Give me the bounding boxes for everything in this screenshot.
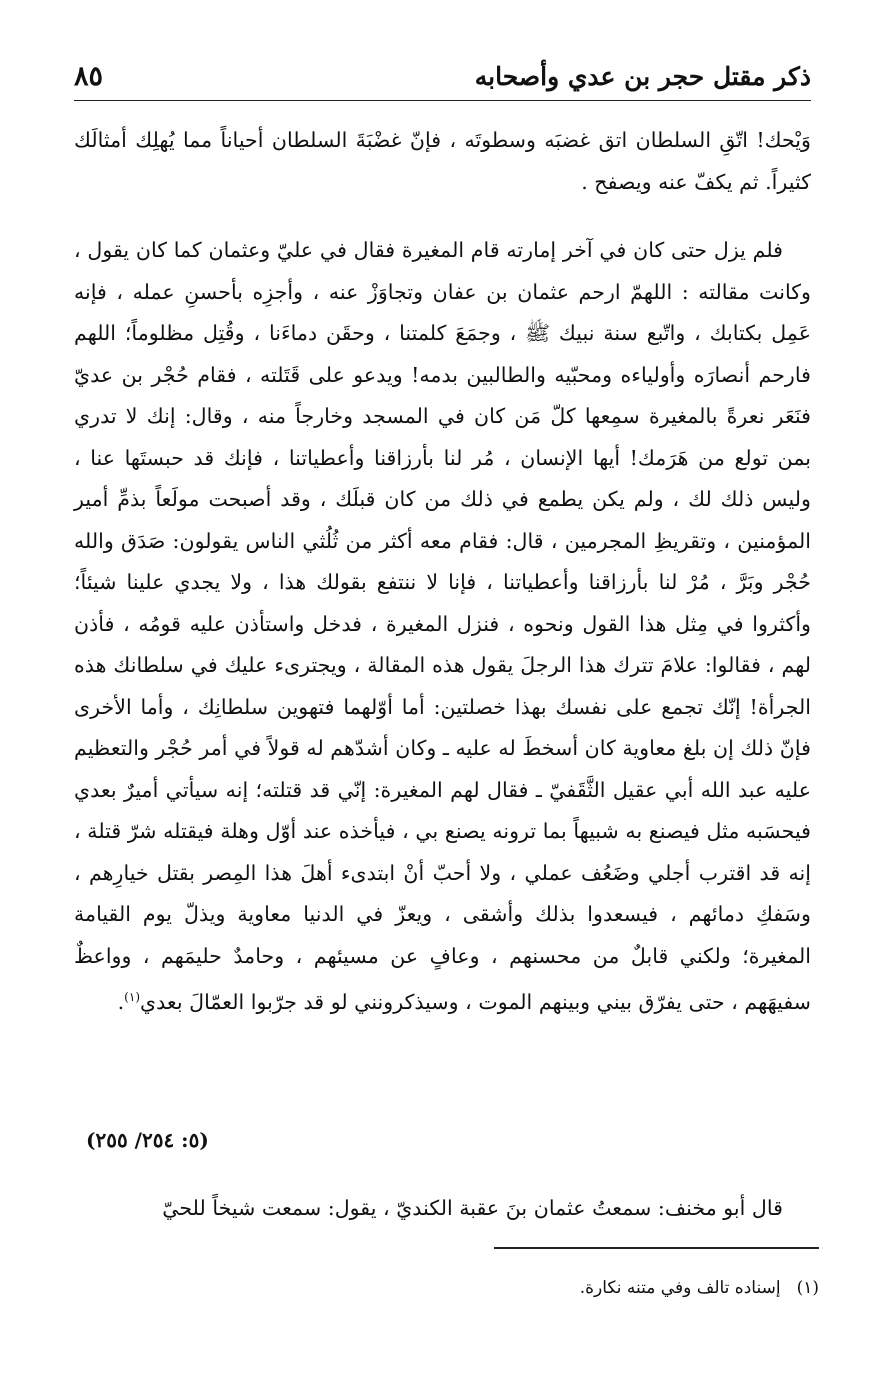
running-header bbox=[74, 52, 811, 101]
paragraph-1: وَيْحك! اتّقِ السلطان اتق غضبَه وسطوتَه ، فإنّ غضْبَةَ السلطان أحياناً مما يُهلِك أمثالَك كثيراً. ثم يكفّ عنه ويصفح . bbox=[74, 128, 811, 194]
paragraph-2-end: . bbox=[117, 989, 125, 1014]
footnote bbox=[99, 1278, 819, 1298]
footnote-marker: (١) bbox=[124, 990, 140, 1004]
footnote-number: (١) bbox=[796, 1278, 819, 1298]
paragraph-2-text: فلم يزل حتى كان في آخر إمارته قام المغيرة فقال في عليّ وعثمان كما كان يقول ، وكانت مقالته : اللهمّ ارحم عثمان بن عفان وتجاوَزْ عنه ، وأجزِه بأحسنِ عمله ، فإنه عَمِل بكتابك ، واتّبع سنة نبيك ﷺ ، وجمَعَ كلمتنا ، وحقَن دماءَنا ، وقُتِل مظلوماً؛ اللهم فارحم أنصارَه وأولياءه ومحبّيه والطالبين بدمه! ويدعو على قَتَلته ، فقام حُجْر بن عديّ فنَعَر نعرةً بالمغيرة سمِعها كلّ مَن كان في المسجد وخارجاً منه ، وقال: إنك لا تدري بمن تولع من هَرَمك! أيها الإنسان ، مُر لنا بأرزاقنا وأعطياتنا ، فإنك قد حبستَها عنا ، وليس ذلك لك ، ولم يكن يطمع في ذلك من كان قبلَك ، وقد أصبحت مولَعاً بذمِّ أمير المؤمنين ، وتقريظِ المجرمين ، قال: فقام معه أكثر من ثُلُثي الناس يقولون: صَدَق والله حُجْر وبَرَّ ، مُرْ لنا بأرزاقنا وأعطياتنا ، فإنا لا ننتفع بقولك هذا ، ولا يجدي علينا شيئاً؛ وأكثروا في مِثل هذا القول ونحوه ، فنزل المغيرة ، فدخل واستأذن عليه قومُه ، فأذن لهم ، فقالوا: علامَ تترك هذا الرجلَ يقول هذه المقالة ، ويجترىء عليك في سلطانك هذه الجرأة! إنّك تجمع على نفسك بهذا خصلتين: أما أوّلهما فتهوين سلطانِك ، وأما الأخرى فإنّ ذلك إن بلغ معاوية كان أسخطَ له عليه ـ وكان أشدّهم له قولاً في أمر حُجْر والتعظيم عليه عبد الله أبي عقيل الثَّقَفيّ ـ فقال لهم المغيرة: إنّي قد قتلته؛ إنه سيأتي أميرٌ بعدي فيحسَبه مثل فيصنع به شبيهاً بما ترونه يصنع بي ، فيأخذه عند أوّل وهلة فيقتله شرّ قتلة ، إنه قد اقترب أجلي وضَعُف عملي ، ولا أحبّ أنْ ابتدىء أهلَ هذا المِصر بقتل خيارِهم ، وسَفكِ دمائهم ، فيسعدوا بذلك وأشقى ، ويعزّ في الدنيا معاوية ويذلّ يوم القيامة المغيرة؛ ولكني قابلٌ من محسنهم ، وعافٍ عن مسيئهم ، وحامدٌ حليمَهم ، وواعظٌ سفيهَهم ، حتى يفرّق بيني وبينهم الموت ، وسيذكرونني لو قد جرّبوا العمّالَ بعدي bbox=[74, 238, 811, 1014]
paragraph-3: قال أبو مخنف: سمعتُ عثمان بنَ عقبة الكنديّ ، يقول: سمعت شيخاً للحيّ bbox=[162, 1196, 783, 1220]
chapter-title: ذكر مقتل حجر بن عدي وأصحابه bbox=[474, 61, 811, 91]
paragraph-2 bbox=[74, 230, 811, 1023]
page-number: ٨٥ bbox=[74, 60, 104, 92]
source-reference: (٥: ٢٥٤/ ٢٥٥) bbox=[86, 1128, 209, 1152]
footnote-divider bbox=[494, 1247, 819, 1249]
footnote-text: إسناده تالف وفي متنه نكارة. bbox=[579, 1278, 781, 1298]
